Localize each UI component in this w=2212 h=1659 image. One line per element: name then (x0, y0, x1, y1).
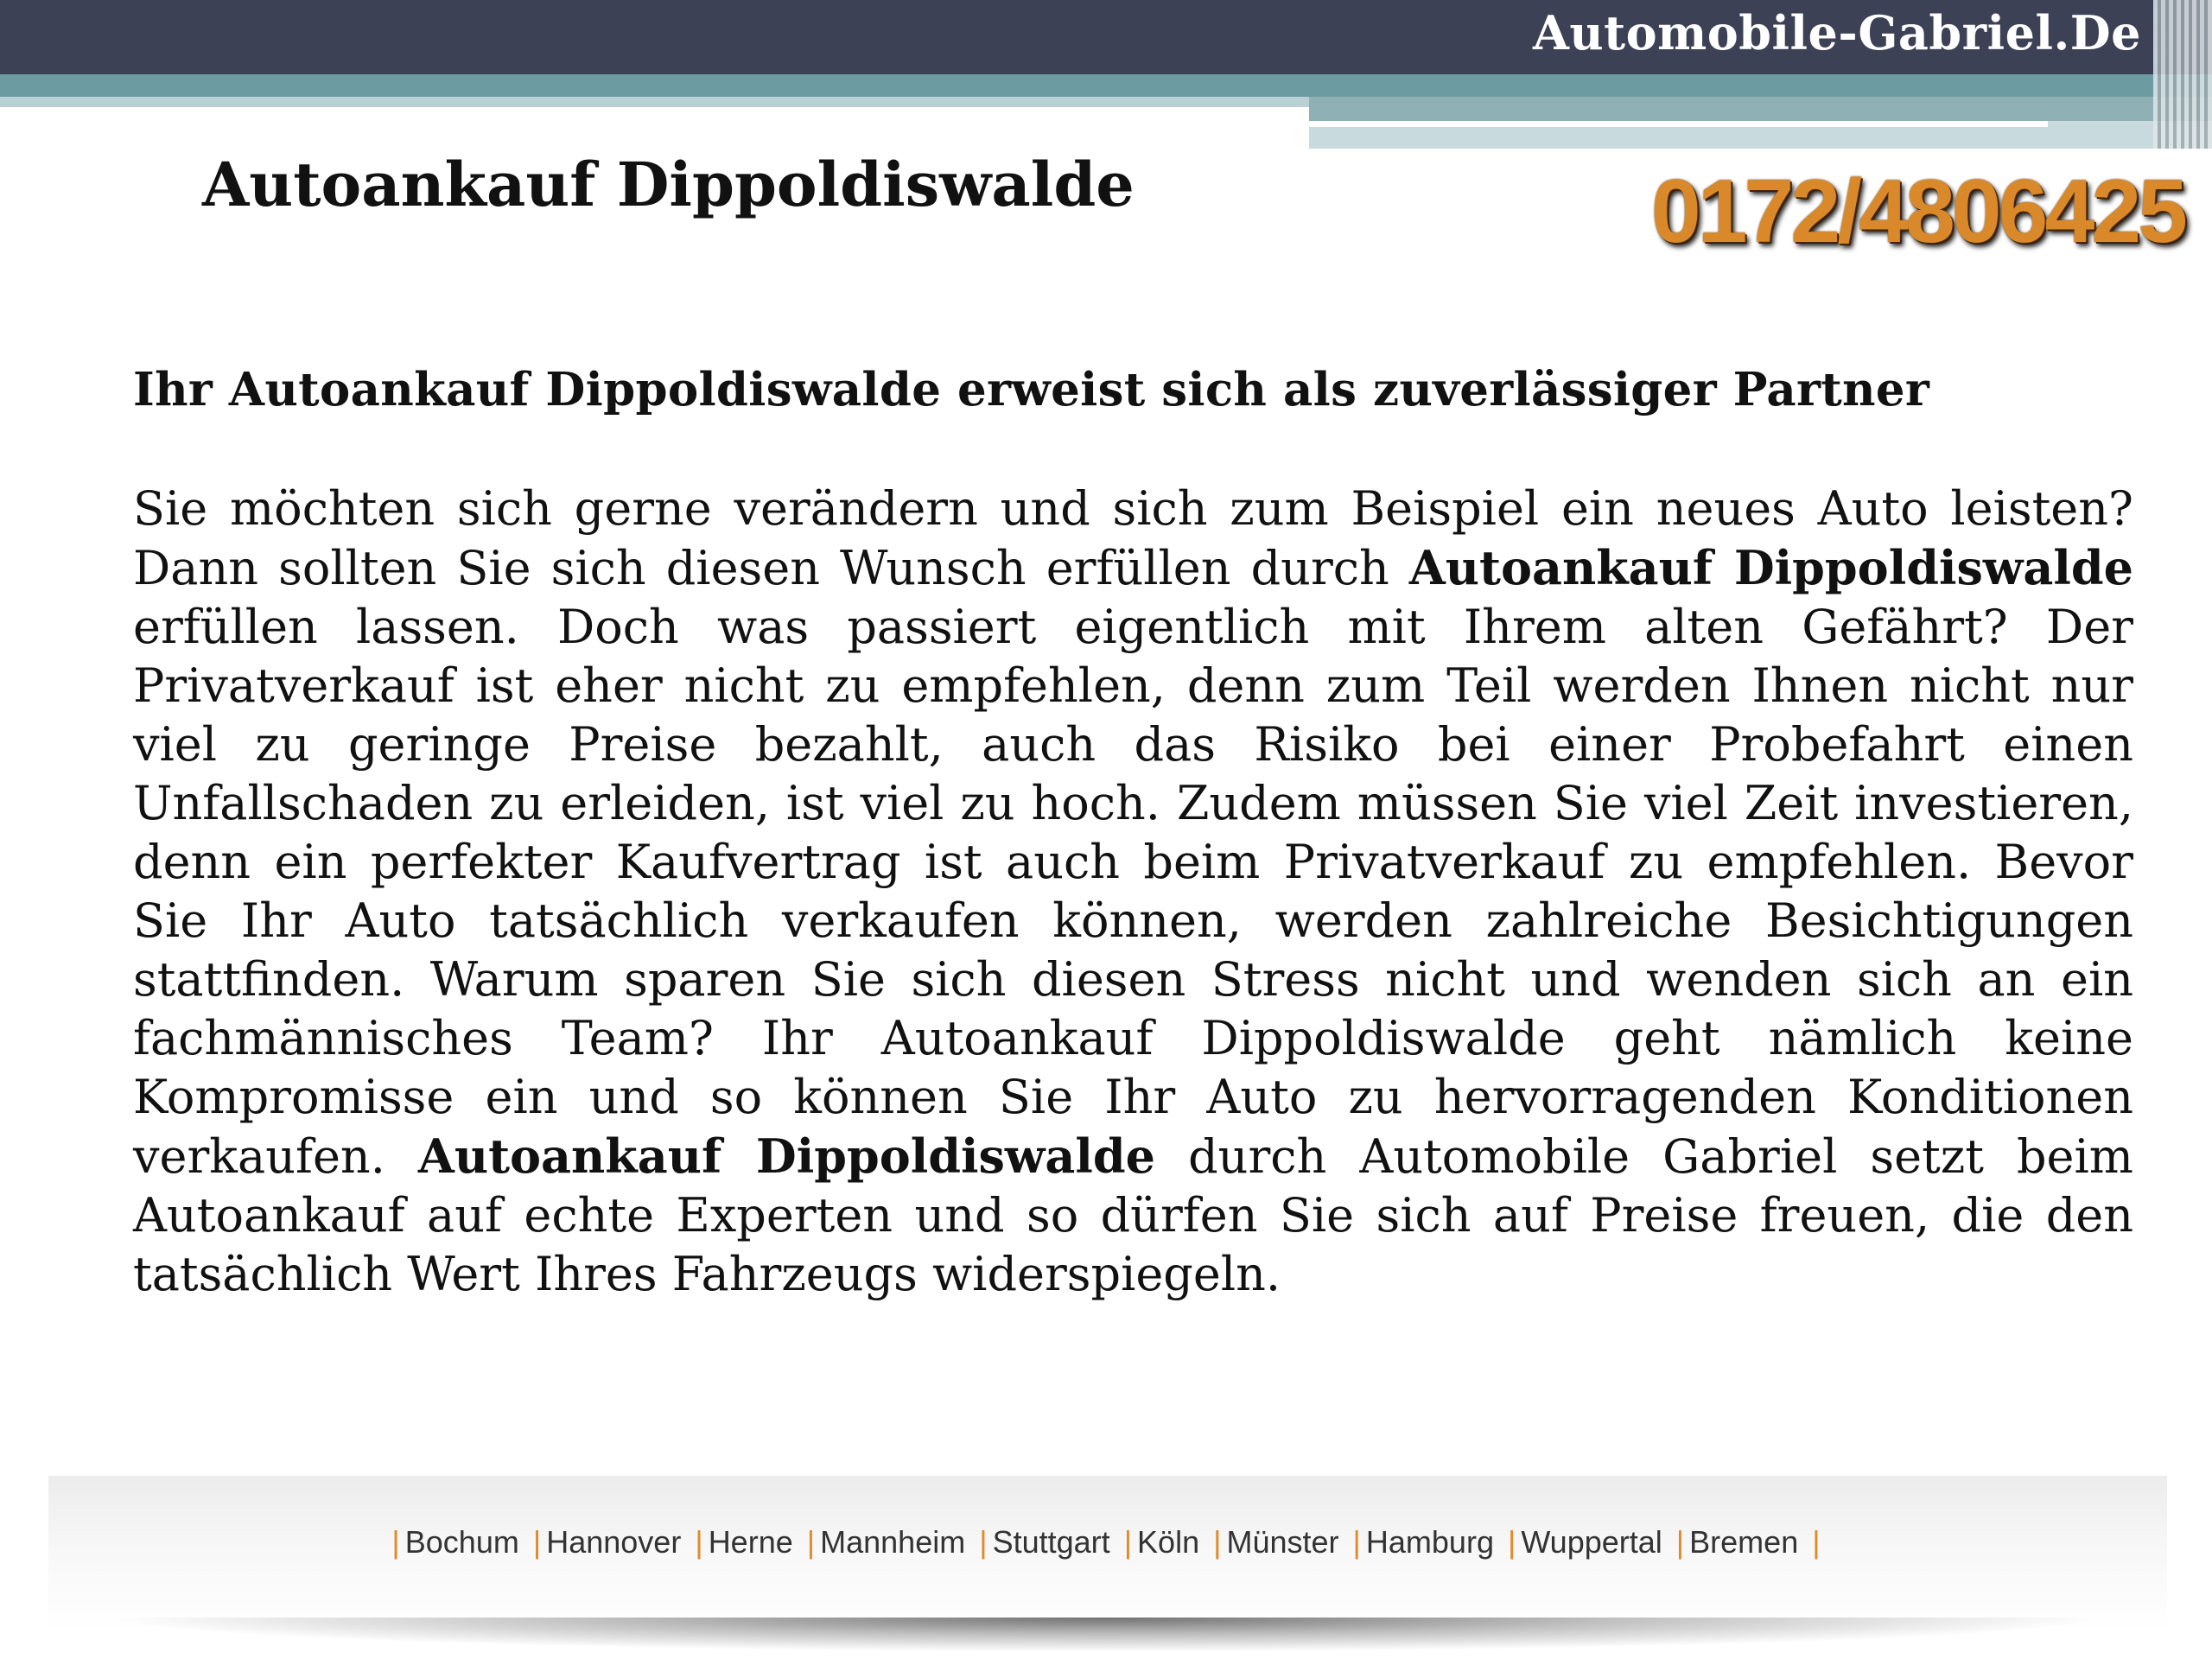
nav-separator: | (695, 1524, 703, 1560)
site-name[interactable]: Automobile-Gabriel.De (1532, 5, 2141, 60)
header-stripe (0, 74, 2212, 97)
nav-separator: | (1352, 1524, 1361, 1560)
nav-separator: | (1675, 1524, 1685, 1560)
city-link[interactable]: Stuttgart (992, 1524, 1110, 1560)
article-headline: Ihr Autoankauf Dippoldiswalde erweist sich als zuverlässiger Partner (133, 363, 1930, 416)
city-link[interactable]: Münster (1226, 1524, 1339, 1560)
city-link[interactable]: Bochum (404, 1524, 519, 1560)
city-link[interactable]: Wuppertal (1521, 1524, 1662, 1560)
header-stripe-light (0, 97, 1309, 107)
city-link[interactable]: Hamburg (1365, 1524, 1494, 1560)
city-link[interactable]: Mannheim (820, 1524, 966, 1560)
nav-separator: | (532, 1524, 542, 1560)
article-body (133, 480, 2133, 1304)
article-text-1: Sie möchten sich gerne verändern und sich zum Beispiel ein neues Auto leisten? Dann sollten Sie sich diesen Wunsch erfüllen durch (133, 481, 2133, 595)
footer-shadow (104, 1618, 2108, 1652)
nav-separator: | (391, 1524, 400, 1560)
nav-separator: | (1507, 1524, 1516, 1560)
header-side-lines (2153, 0, 2212, 149)
nav-separator: | (1213, 1524, 1222, 1560)
article-text-3: durch Automobile Gabriel setzt beim Autoankauf auf echte Experten und so dürfen Sie sich auf Preise freuen, die den tatsächlich Wert Ihres Fahrzeugs widerspiegeln. (133, 1129, 2133, 1301)
city-link[interactable]: Köln (1137, 1524, 1200, 1560)
article-keyword-2: Autoankauf Dippoldiswalde (417, 1128, 1156, 1184)
nav-separator: | (806, 1524, 816, 1560)
article-text-2: erfüllen lassen. Doch was passiert eigentlich mit Ihrem alten Gefährt? Der Privatverkauf ist eher nicht zu empfehlen, denn zum Teil werden Ihnen nicht nur viel zu geringe Preise bezahlt, auch das Risiko bei einer Probefahrt einen Unfallschaden zu erleiden, ist viel zu hoch. Zudem müssen Sie viel Zeit investieren, denn ein perfekter Kaufvertrag ist auch beim Privatverkauf zu empfehlen. Bevor Sie Ihr Auto tatsächlich verkaufen können, werden zahlreiche Besichtigungen stattfinden. Warum sparen Sie sich diesen Stress nicht und wenden sich an ein fachmännisches Team? Ihr Autoankauf Dippoldiswalde geht nämlich keine Kompromisse ein und so können Sie Ihr Auto zu hervorragenden Konditionen verkaufen. (133, 600, 2133, 1184)
city-link[interactable]: Bremen (1689, 1524, 1799, 1560)
nav-separator: | (1123, 1524, 1133, 1560)
article-keyword-1: Autoankauf Dippoldiswalde (1408, 540, 2133, 595)
city-link[interactable]: Hannover (546, 1524, 682, 1560)
city-link[interactable]: Herne (708, 1524, 793, 1560)
city-nav (0, 1524, 2212, 1560)
nav-separator: | (1812, 1524, 1821, 1560)
nav-separator: | (979, 1524, 988, 1560)
phone-number[interactable]: 0172/4806425 (1650, 162, 2184, 262)
header-stripe-white-line (1309, 121, 2048, 127)
page-title: Autoankauf Dippoldiswalde (202, 149, 1135, 220)
